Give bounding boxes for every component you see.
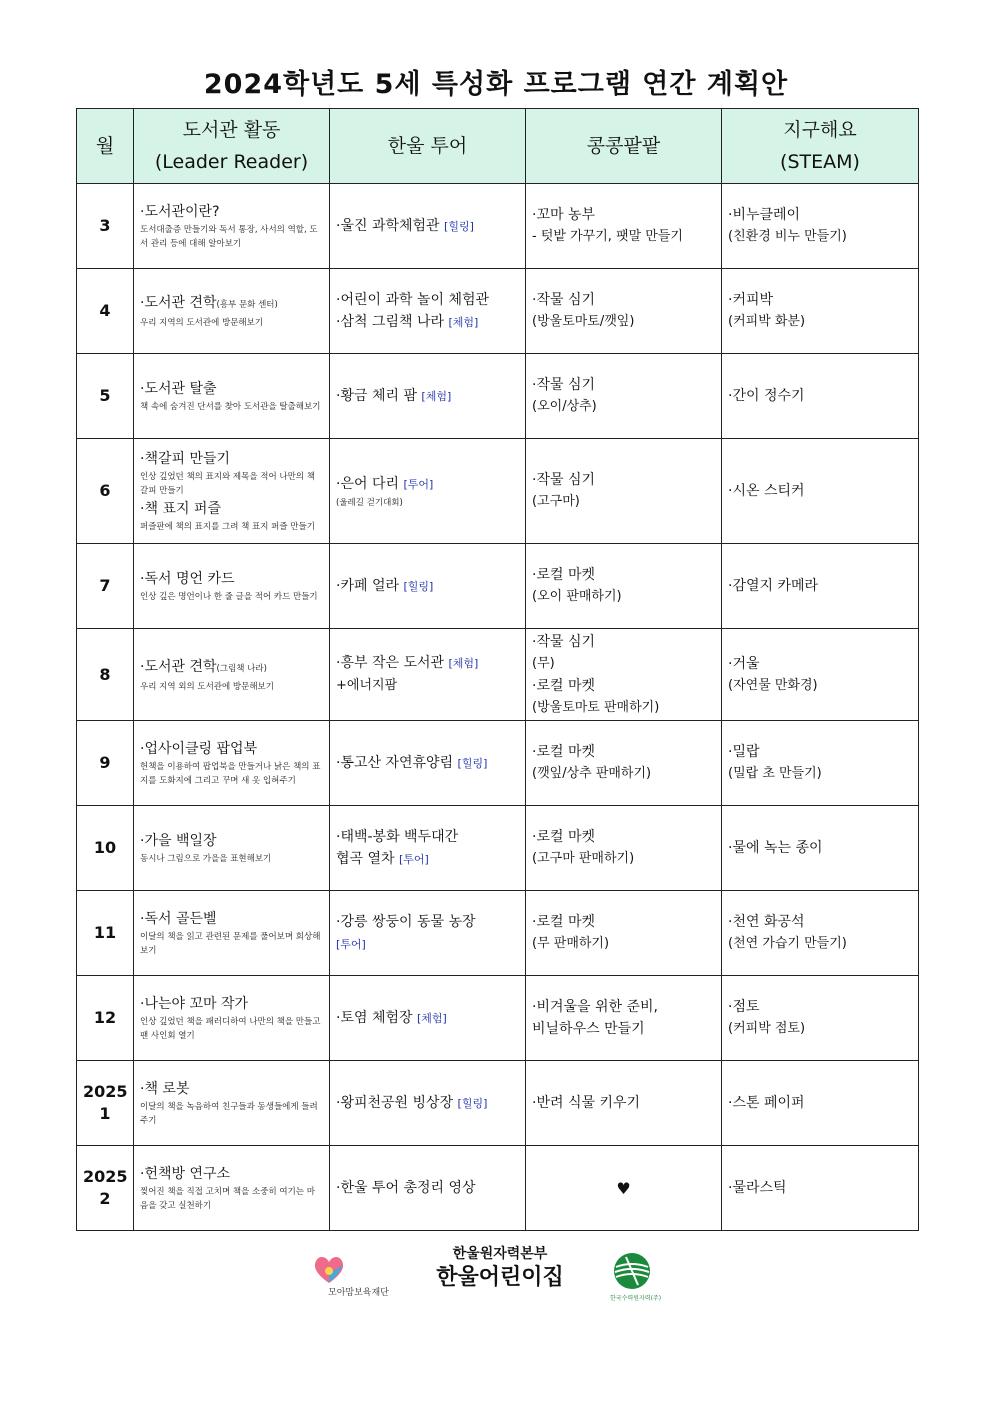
tour-cell: [330, 544, 526, 629]
table-row: [77, 1061, 919, 1146]
tour-note-1: (울레길 걷기대회): [336, 497, 403, 508]
farm-line-0: ·비겨울을 위한 준비,: [532, 999, 658, 1015]
library-line-0: ·도서관 탈출: [140, 381, 217, 397]
moamam-logo-label: 모아맘보육재단: [328, 1288, 389, 1298]
library-line-1: 인상 깊었던 책의 표지와 제목을 적어 나만의 책갈피 만들기: [140, 472, 315, 496]
earth-line-0: ·거울: [728, 655, 760, 672]
table-row: [77, 184, 919, 269]
tour-tag-0: [체험]: [416, 1011, 447, 1025]
header-row: [77, 109, 919, 184]
library-cell: [134, 806, 330, 891]
tour-cell: [330, 1061, 526, 1146]
tour-line-0: [336, 575, 519, 598]
farm-line-0: ·반려 식물 키우기: [532, 1095, 641, 1111]
tour-cell: [330, 721, 526, 806]
earth-line-1: (자연물 만화경): [728, 677, 818, 693]
library-line-1: 책 속에 숨겨진 단서를 찾아 도서관을 탈출해보기: [140, 402, 321, 412]
earth-cell: [722, 629, 919, 721]
earth-cell: [722, 1146, 919, 1231]
library-cell: [134, 439, 330, 544]
month-label-0: 9: [99, 753, 111, 772]
earth-cell: [722, 976, 919, 1061]
month-cell: [77, 269, 134, 354]
month-cell: [77, 976, 134, 1061]
farm-line-1: 비닐하우스 만들기: [532, 1021, 645, 1037]
farm-line-0: ♥: [616, 1178, 631, 1198]
library-cell: [134, 891, 330, 976]
farm-line-0: ·로컬 마켓: [532, 829, 595, 845]
kindergarten-name: [430, 1245, 570, 1293]
tour-tag-0: [힐링]: [457, 756, 488, 770]
month-label-0: 6: [99, 481, 111, 500]
month-label-1: 1: [99, 1104, 111, 1123]
tour-line-0: [336, 1092, 519, 1115]
library-cell: [134, 544, 330, 629]
tour-text-1: 협곡 열차: [336, 850, 399, 867]
earth-line-0: ·밀랍: [728, 744, 760, 760]
library-line-1: 인상 깊었던 책을 패러디하여 나만의 책을 만들고 팬 사인회 열기: [140, 1017, 321, 1041]
farm-cell: [526, 1061, 722, 1146]
table-row: [77, 629, 919, 721]
tour-line-0: [336, 215, 519, 238]
tour-text-0: ·은어 다리: [336, 475, 404, 492]
farm-line-0: ·작물 심기: [532, 377, 595, 393]
library-cell: [134, 269, 330, 354]
library-line-1: 우리 지역 외의 도서관에 방문해보기: [140, 681, 274, 692]
tour-line-0: [336, 752, 519, 775]
earth-line-0: ·점토: [728, 999, 760, 1015]
tour-cell: [330, 1146, 526, 1231]
earth-line-0: ·커피박: [728, 292, 774, 308]
library-line-1: 도서대출증 만들기와 독서 통장, 사서의 역할, 도서 관리 등에 대해 알아보기: [140, 225, 318, 249]
month-label-0: 2025: [83, 1167, 128, 1186]
farm-cell: [526, 806, 722, 891]
tour-tag-0: [체험]: [421, 389, 452, 403]
month-label-0: 8: [99, 664, 111, 684]
earth-line-1: (밀랍 초 만들기): [728, 766, 822, 781]
tour-text-1: ·삼척 그림책 나라: [336, 313, 449, 330]
library-line-0: ·가을 백일장: [140, 833, 217, 849]
khnp-logo: [610, 1251, 662, 1302]
library-line-0: ·책 로봇: [140, 1081, 190, 1097]
earth-line-0: ·천연 화공석: [728, 914, 805, 930]
farm-line-0: ·작물 심기: [532, 292, 595, 308]
library-subtext-0: (그림책 나라): [216, 663, 267, 674]
earth-line-0: ·시온 스티커: [728, 483, 805, 499]
library-line-0: ·업사이클링 팝업북: [140, 741, 258, 757]
moamam-logo: [312, 1253, 389, 1298]
earth-cell: [722, 1061, 919, 1146]
library-text-0: ·도서관 견학: [140, 295, 217, 311]
farm-line-1: (고구마 판매하기): [532, 851, 635, 866]
library-line-0: [140, 292, 323, 316]
header-library-line2: (Leader Reader): [154, 151, 309, 173]
farm-cell: [526, 1146, 722, 1231]
month-label-0: 5: [99, 386, 111, 405]
header-earth-line2: (STEAM): [780, 151, 860, 173]
month-cell: [77, 806, 134, 891]
table-row: [77, 891, 919, 976]
tour-line-0: [336, 826, 519, 848]
library-text-0: ·도서관 견학: [140, 658, 217, 675]
organization-name: 한울원자력본부: [452, 1246, 548, 1262]
earth-line-0: ·비누클레이: [728, 207, 801, 223]
farm-line-0: ·로컬 마켓: [532, 567, 595, 583]
library-cell: [134, 976, 330, 1061]
month-label-0: 7: [99, 576, 111, 595]
library-line-0: [140, 656, 323, 680]
tour-text-0: ·태백-봉화 백두대간: [336, 828, 459, 845]
khnp-logo-label: 한국수력원자력(주): [610, 1295, 662, 1302]
tour-line-0: [336, 473, 519, 496]
header-library-line1: 도서관 활동: [182, 119, 281, 141]
farm-line-0: ·로컬 마켓: [532, 744, 595, 760]
library-line-1: 헌책을 이용하여 팝업북을 만들거나 낡은 책의 표지를 도화지에 그리고 꾸며 새 옷 입혀주기: [140, 762, 321, 786]
library-line-3: 퍼즐판에 책의 표지를 그려 책 표지 퍼즐 만들기: [140, 522, 315, 532]
kindergarten-title: 한울어린이집: [436, 1265, 564, 1290]
earth-cell: [722, 439, 919, 544]
month-cell: [77, 354, 134, 439]
month-cell: [77, 1146, 134, 1231]
farm-cell: [526, 721, 722, 806]
earth-cell: [722, 806, 919, 891]
tour-line-0: [336, 289, 519, 311]
tour-cell: [330, 439, 526, 544]
library-line-1: 찢어진 책을 직접 고치며 책을 소중히 여기는 마음을 갖고 실천하기: [140, 1187, 315, 1211]
header-earth: [722, 109, 919, 184]
farm-line-1: (오이/상추): [532, 399, 597, 414]
plan-body: [77, 184, 919, 1231]
header-month: 월: [77, 109, 134, 184]
tour-text-0: ·강릉 쌍둥이 동물 농장: [336, 913, 476, 930]
tour-text-0: ·카페 얼라: [336, 577, 404, 594]
month-label-0: 3: [99, 216, 111, 235]
tour-tag-1: [투어]: [336, 937, 366, 951]
earth-line-0: ·감열지 카메라: [728, 578, 819, 594]
header-farm: 콩콩팥팥: [526, 109, 722, 184]
library-cell: [134, 629, 330, 721]
library-line-1: 우리 지역의 도서관에 방문해보기: [140, 318, 264, 328]
farm-cell: [526, 891, 722, 976]
tour-text-0: ·흥부 작은 도서관: [336, 655, 449, 671]
tour-cell: [330, 891, 526, 976]
earth-line-0: ·물라스틱: [728, 1180, 787, 1196]
month-label-1: 2: [99, 1189, 111, 1208]
earth-cell: [722, 354, 919, 439]
header-tour: 한울 투어: [330, 109, 526, 184]
page-title: 2024학년도 5세 특성화 프로그램 연간 계획안: [203, 69, 789, 100]
tour-cell: [330, 976, 526, 1061]
farm-cell: [526, 269, 722, 354]
farm-cell: [526, 629, 722, 721]
farm-cell: [526, 544, 722, 629]
table-row: [77, 269, 919, 354]
library-line-1: 동시나 그림으로 가을을 표현해보기: [140, 854, 272, 864]
farm-cell: [526, 354, 722, 439]
heart-logo-icon: [312, 1253, 346, 1285]
farm-line-0: ·작물 심기: [532, 472, 595, 488]
farm-line-2: ·로컬 마켓: [532, 677, 595, 694]
month-cell: [77, 1061, 134, 1146]
month-label-0: 11: [93, 923, 117, 942]
earth-line-1: (커피박 점토): [728, 1021, 806, 1036]
tour-cell: [330, 184, 526, 269]
farm-line-0: ·꼬마 농부: [532, 207, 595, 223]
tour-text-0: ·한울 투어 총정리 영상: [336, 1180, 476, 1196]
month-cell: [77, 184, 134, 269]
earth-cell: [722, 891, 919, 976]
tour-tag-0: [체험]: [448, 657, 479, 670]
table-row: [77, 544, 919, 629]
tour-line-1: [336, 311, 519, 334]
earth-cell: [722, 269, 919, 354]
tour-text-0: ·왕피천공원 빙상장: [336, 1094, 458, 1111]
month-label-0: 2025: [83, 1082, 128, 1101]
library-cell: [134, 184, 330, 269]
month-label-0: 10: [93, 838, 117, 857]
farm-line-0: ·작물 심기: [532, 633, 595, 650]
farm-cell: [526, 439, 722, 544]
tour-line-0: [336, 911, 519, 933]
tour-text-0: ·통고산 자연휴양림: [336, 754, 458, 771]
tour-line-1: [336, 933, 519, 956]
header-library: [134, 109, 330, 184]
earth-line-0: ·간이 정수기: [728, 388, 805, 404]
month-cell: [77, 629, 134, 721]
farm-cell: [526, 976, 722, 1061]
table-row: [77, 354, 919, 439]
tour-note-1: +에너지팜: [336, 678, 398, 693]
earth-line-1: (커피박 화분): [728, 314, 806, 329]
library-subtext-0: (흥부 문화 센터): [216, 300, 278, 310]
library-line-1: 이달의 책을 녹음하여 친구들과 동생들에게 들려주기: [140, 1102, 318, 1126]
library-line-1: 인상 깊은 명언이나 한 줄 글을 적어 카드 만들기: [140, 592, 318, 602]
tour-tag-0: [투어]: [403, 477, 434, 491]
earth-cell: [722, 184, 919, 269]
earth-cell: [722, 544, 919, 629]
month-label-0: 12: [93, 1008, 117, 1027]
library-line-0: ·독서 골든벨: [140, 911, 217, 927]
month-cell: [77, 721, 134, 806]
earth-line-0: ·물에 녹는 종이: [728, 840, 823, 856]
library-cell: [134, 354, 330, 439]
farm-line-1: (무 판매하기): [532, 936, 610, 951]
tour-line-0: [336, 652, 519, 675]
farm-line-1: (방울토마토/깻잎): [532, 314, 635, 329]
library-line-2: ·책 표지 퍼즐: [140, 501, 221, 517]
tour-tag-1: [투어]: [399, 852, 429, 866]
library-cell: [134, 1146, 330, 1231]
tour-text-0: ·울진 과학체험관: [336, 217, 445, 234]
library-line-0: ·책갈피 만들기: [140, 451, 231, 467]
month-cell: [77, 891, 134, 976]
farm-line-1: (깻잎/상추 판매하기): [532, 766, 652, 781]
tour-cell: [330, 629, 526, 721]
farm-line-1: - 텃밭 가꾸기, 팻말 만들기: [532, 229, 683, 244]
tour-text-0: ·황금 체리 팜: [336, 387, 422, 404]
tour-tag-1: [체험]: [448, 315, 479, 329]
library-cell: [134, 721, 330, 806]
tour-tag-0: [힐링]: [457, 1096, 488, 1110]
tour-tag-0: [힐링]: [444, 219, 474, 233]
library-line-1: 이달의 책을 읽고 관련된 문제를 풀어보며 회상해보기: [140, 932, 321, 956]
farm-line-3: (방울토마토 판매하기): [532, 699, 660, 715]
tour-line-1: [336, 848, 519, 871]
month-cell: [77, 544, 134, 629]
library-cell: [134, 1061, 330, 1146]
tour-tag-0: [힐링]: [403, 579, 434, 593]
library-line-0: ·독서 명언 카드: [140, 571, 235, 587]
tour-cell: [330, 354, 526, 439]
earth-line-1: (친환경 비누 만들기): [728, 229, 847, 244]
tour-cell: [330, 806, 526, 891]
table-row: [77, 806, 919, 891]
tour-line-0: [336, 385, 519, 408]
tour-line-0: [336, 1007, 519, 1030]
tour-cell: [330, 269, 526, 354]
farm-line-1: (오이 판매하기): [532, 589, 622, 604]
tour-line-0: [336, 1177, 519, 1199]
farm-cell: [526, 184, 722, 269]
farm-line-1: (고구마): [532, 494, 580, 509]
library-line-0: ·헌책방 연구소: [140, 1166, 231, 1182]
table-row: [77, 1146, 919, 1231]
footer: [0, 1245, 992, 1305]
farm-line-1: (무): [532, 655, 555, 671]
month-cell: [77, 439, 134, 544]
earth-line-0: ·스톤 페이퍼: [728, 1095, 805, 1111]
tour-text-0: ·토염 체험장: [336, 1009, 417, 1026]
month-label-0: 4: [99, 301, 111, 320]
table-row: [77, 976, 919, 1061]
earth-cell: [722, 721, 919, 806]
earth-line-1: (천연 가습기 만들기): [728, 936, 847, 951]
library-line-0: ·나는야 꼬마 작가: [140, 996, 249, 1012]
farm-line-0: ·로컬 마켓: [532, 914, 595, 930]
annual-plan-table: [76, 108, 919, 1231]
library-line-0: ·도서관이란?: [140, 204, 220, 220]
tour-text-0: ·어린이 과학 놀이 체험관: [336, 291, 490, 308]
header-earth-line1: 지구해요: [783, 119, 857, 141]
table-row: [77, 439, 919, 544]
khnp-globe-icon: [612, 1251, 652, 1291]
table-row: [77, 721, 919, 806]
